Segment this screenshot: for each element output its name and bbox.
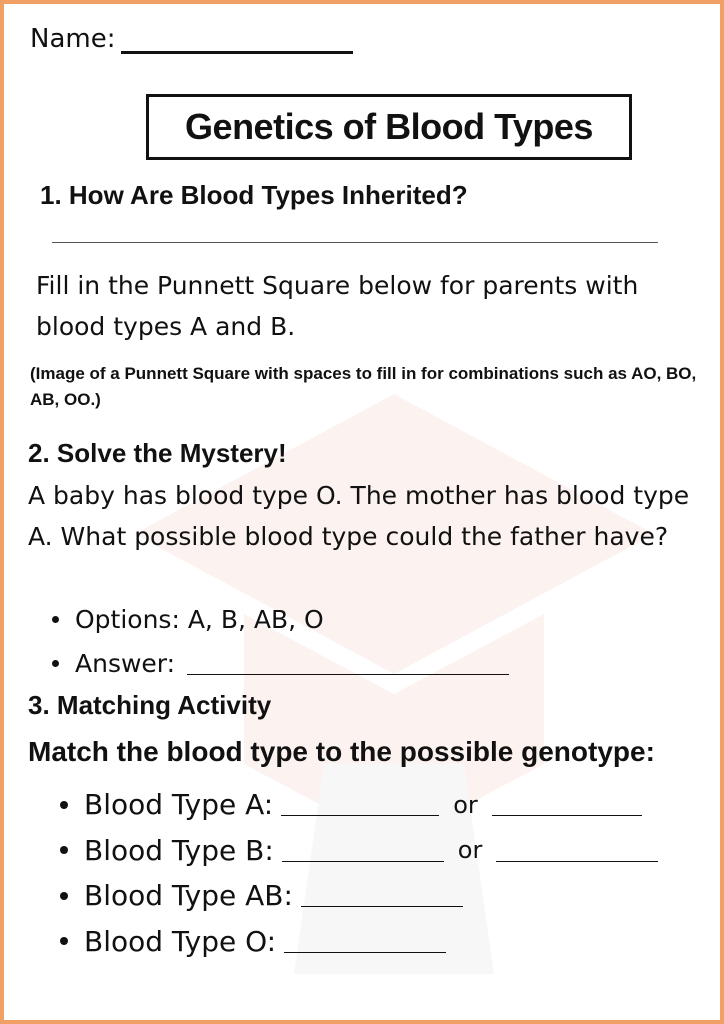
answer-label: Answer: (75, 648, 176, 678)
matching-label: Blood Type AB: (84, 879, 293, 913)
answer-blank-line[interactable] (187, 652, 509, 675)
name-field (30, 24, 353, 54)
list-item (52, 641, 509, 685)
list-item (60, 828, 658, 874)
punnett-square-note: (Image of a Punnett Square with spaces to fill in for combinations such as AO, BO, AB, OO.) (30, 364, 697, 409)
list-item (60, 782, 658, 828)
title-box (146, 94, 632, 160)
or-text: or (453, 790, 478, 819)
name-label: Name: (30, 24, 116, 54)
list-item (60, 919, 658, 965)
genotype-blank-line[interactable] (301, 884, 463, 907)
bullet-icon (60, 801, 68, 809)
matching-label: Blood Type B: (84, 833, 274, 867)
list-item (52, 597, 509, 641)
bullet-icon (52, 616, 59, 623)
bullet-icon (52, 660, 59, 667)
section2-question: A baby has blood type O. The mother has blood type A. What possible blood type could the father have? (28, 481, 690, 551)
section2-heading: 2. Solve the Mystery! (28, 438, 287, 468)
section1-answer-line[interactable] (52, 242, 658, 243)
genotype-blank-line[interactable] (282, 839, 444, 862)
matching-list (60, 782, 658, 964)
genotype-blank-line[interactable] (281, 793, 439, 816)
section1-heading: 1. How Are Blood Types Inherited? (40, 180, 468, 210)
genotype-blank-line[interactable] (284, 930, 446, 953)
genotype-blank-line[interactable] (492, 793, 642, 816)
section2-list (52, 597, 509, 685)
section3-heading: 3. Matching Activity (28, 690, 272, 720)
name-blank-line[interactable] (121, 25, 353, 54)
options-text: Options: A, B, AB, O (75, 604, 324, 634)
list-item (60, 873, 658, 919)
or-text: or (457, 836, 483, 865)
genotype-blank-line[interactable] (496, 839, 658, 862)
bullet-icon (60, 846, 68, 854)
matching-label: Blood Type O: (84, 924, 277, 958)
matching-label: Blood Type A: (84, 788, 274, 822)
section3-subheading: Match the blood type to the possible genotype: (28, 736, 655, 767)
section1-instruction: Fill in the Punnett Square below for parents with blood types A and B. (36, 271, 639, 341)
page-title: Genetics of Blood Types (185, 106, 593, 147)
bullet-icon (60, 937, 68, 945)
bullet-icon (60, 892, 68, 900)
